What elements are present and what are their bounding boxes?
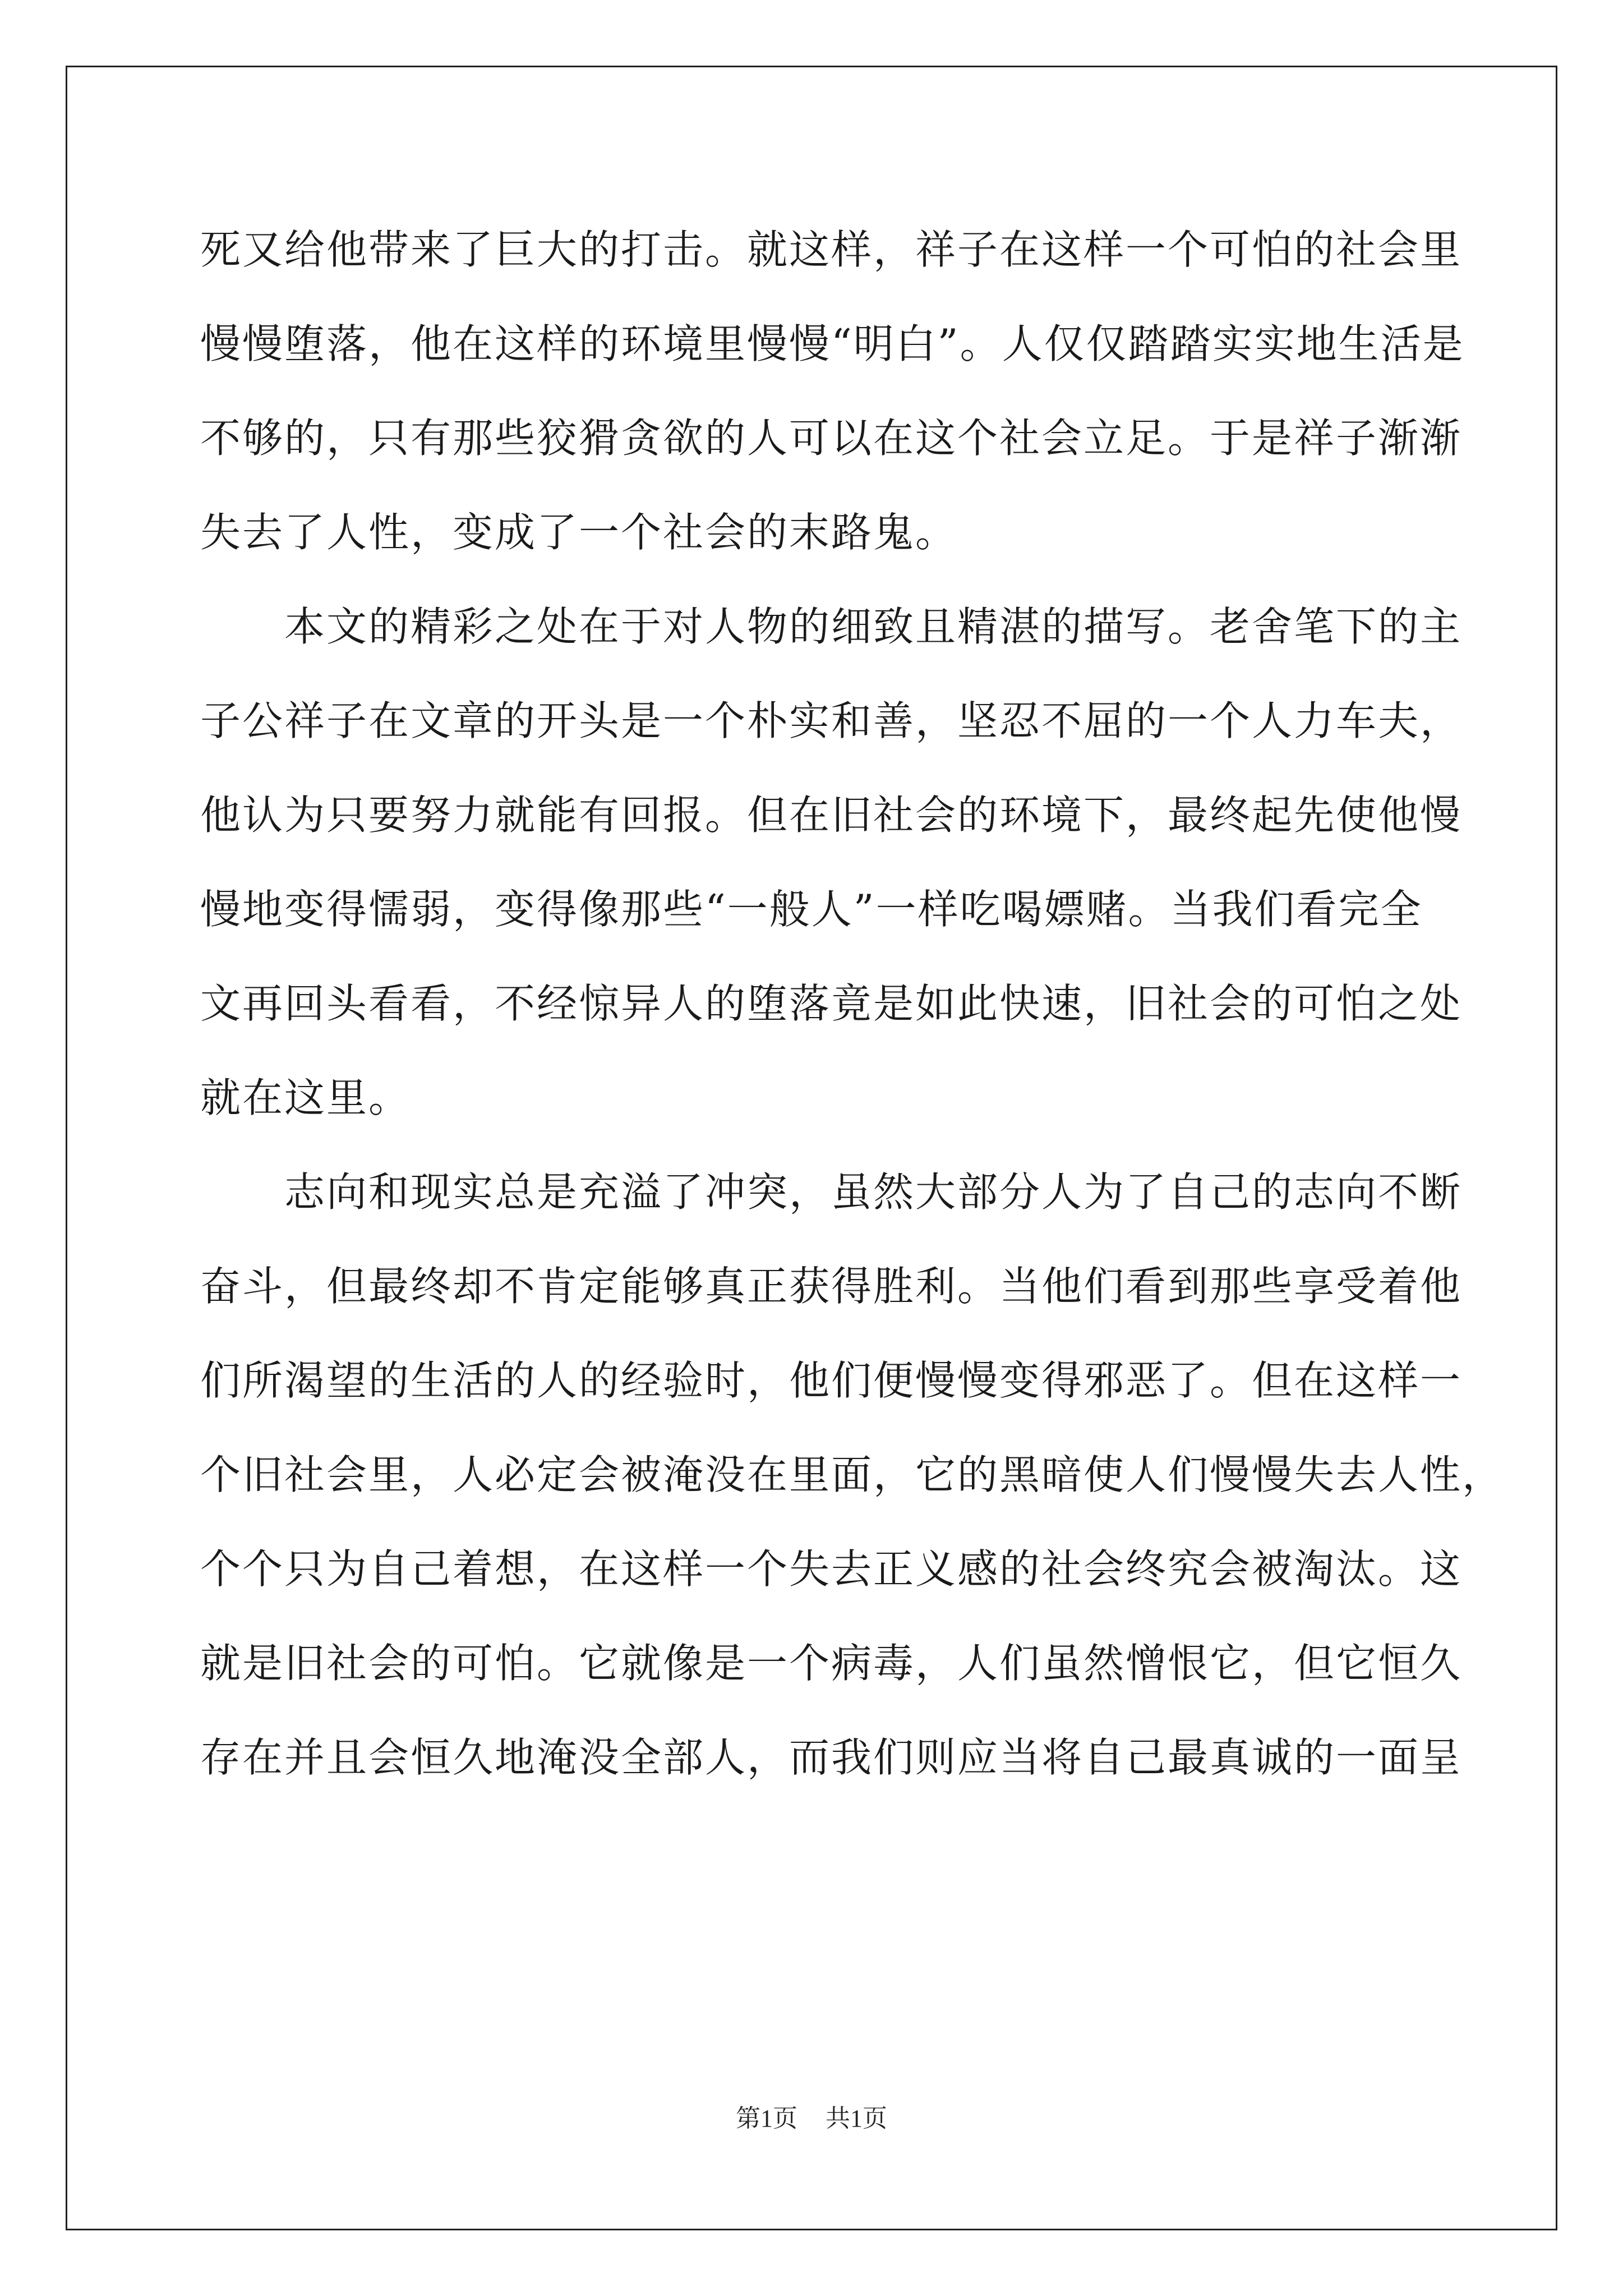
paragraph-first-line: 本文的精彩之处在于对人物的细致且精湛的描写。老舍笔下的主	[284, 603, 1463, 650]
text-line: 死又给他带来了巨大的打击。就这样，祥子在这样一个可怕的社会里	[200, 226, 1463, 273]
document-body	[200, 216, 1505, 1818]
text-line: 们所渴望的生活的人的经验时，他们便慢慢变得邪恶了。但在这样一	[200, 1357, 1463, 1404]
text-line: 失去了人性，变成了一个社会的末路鬼。	[200, 509, 958, 556]
text-line: 奋斗，但最终却不肯定能够真正获得胜利。当他们看到那些享受着他	[200, 1263, 1463, 1310]
text-line: 个个只为自己着想，在这样一个失去正义感的社会终究会被淘汰。这	[200, 1545, 1463, 1593]
text-line: 文再回头看看，不经惊异人的堕落竟是如此快速，旧社会的可怕之处	[200, 980, 1463, 1027]
text-line: 不够的，只有那些狡猾贪欲的人可以在这个社会立足。于是祥子渐渐	[200, 415, 1463, 462]
text-line: 子公祥子在文章的开头是一个朴实和善，坚忍不屈的一个人力车夫，	[200, 697, 1463, 744]
text-line: 个旧社会里，人必定会被淹没在里面，它的黑暗使人们慢慢失去人性，	[200, 1451, 1505, 1498]
text-line: 慢地变得懦弱，变得像那些“一般人”一样吃喝嫖赌。当我们看完全	[200, 886, 1423, 933]
page-number-current: 第1页	[736, 2105, 797, 2132]
page-number-total: 共1页	[826, 2105, 887, 2132]
text-line: 存在并且会恒久地淹没全部人，而我们则应当将自己最真诚的一面呈	[200, 1734, 1463, 1781]
paragraph-first-line: 志向和现实总是充溢了冲突，虽然大部分人为了自己的志向不断	[284, 1168, 1463, 1216]
text-line: 就在这里。	[200, 1074, 411, 1121]
page-footer	[0, 2098, 1623, 2134]
text-line: 慢慢堕落，他在这样的环境里慢慢“明白”。人仅仅踏踏实实地生活是	[200, 320, 1465, 367]
text-line: 他认为只要努力就能有回报。但在旧社会的环境下，最终起先使他慢	[200, 792, 1463, 839]
text-line: 就是旧社会的可怕。它就像是一个病毒，人们虽然憎恨它，但它恒久	[200, 1640, 1463, 1687]
